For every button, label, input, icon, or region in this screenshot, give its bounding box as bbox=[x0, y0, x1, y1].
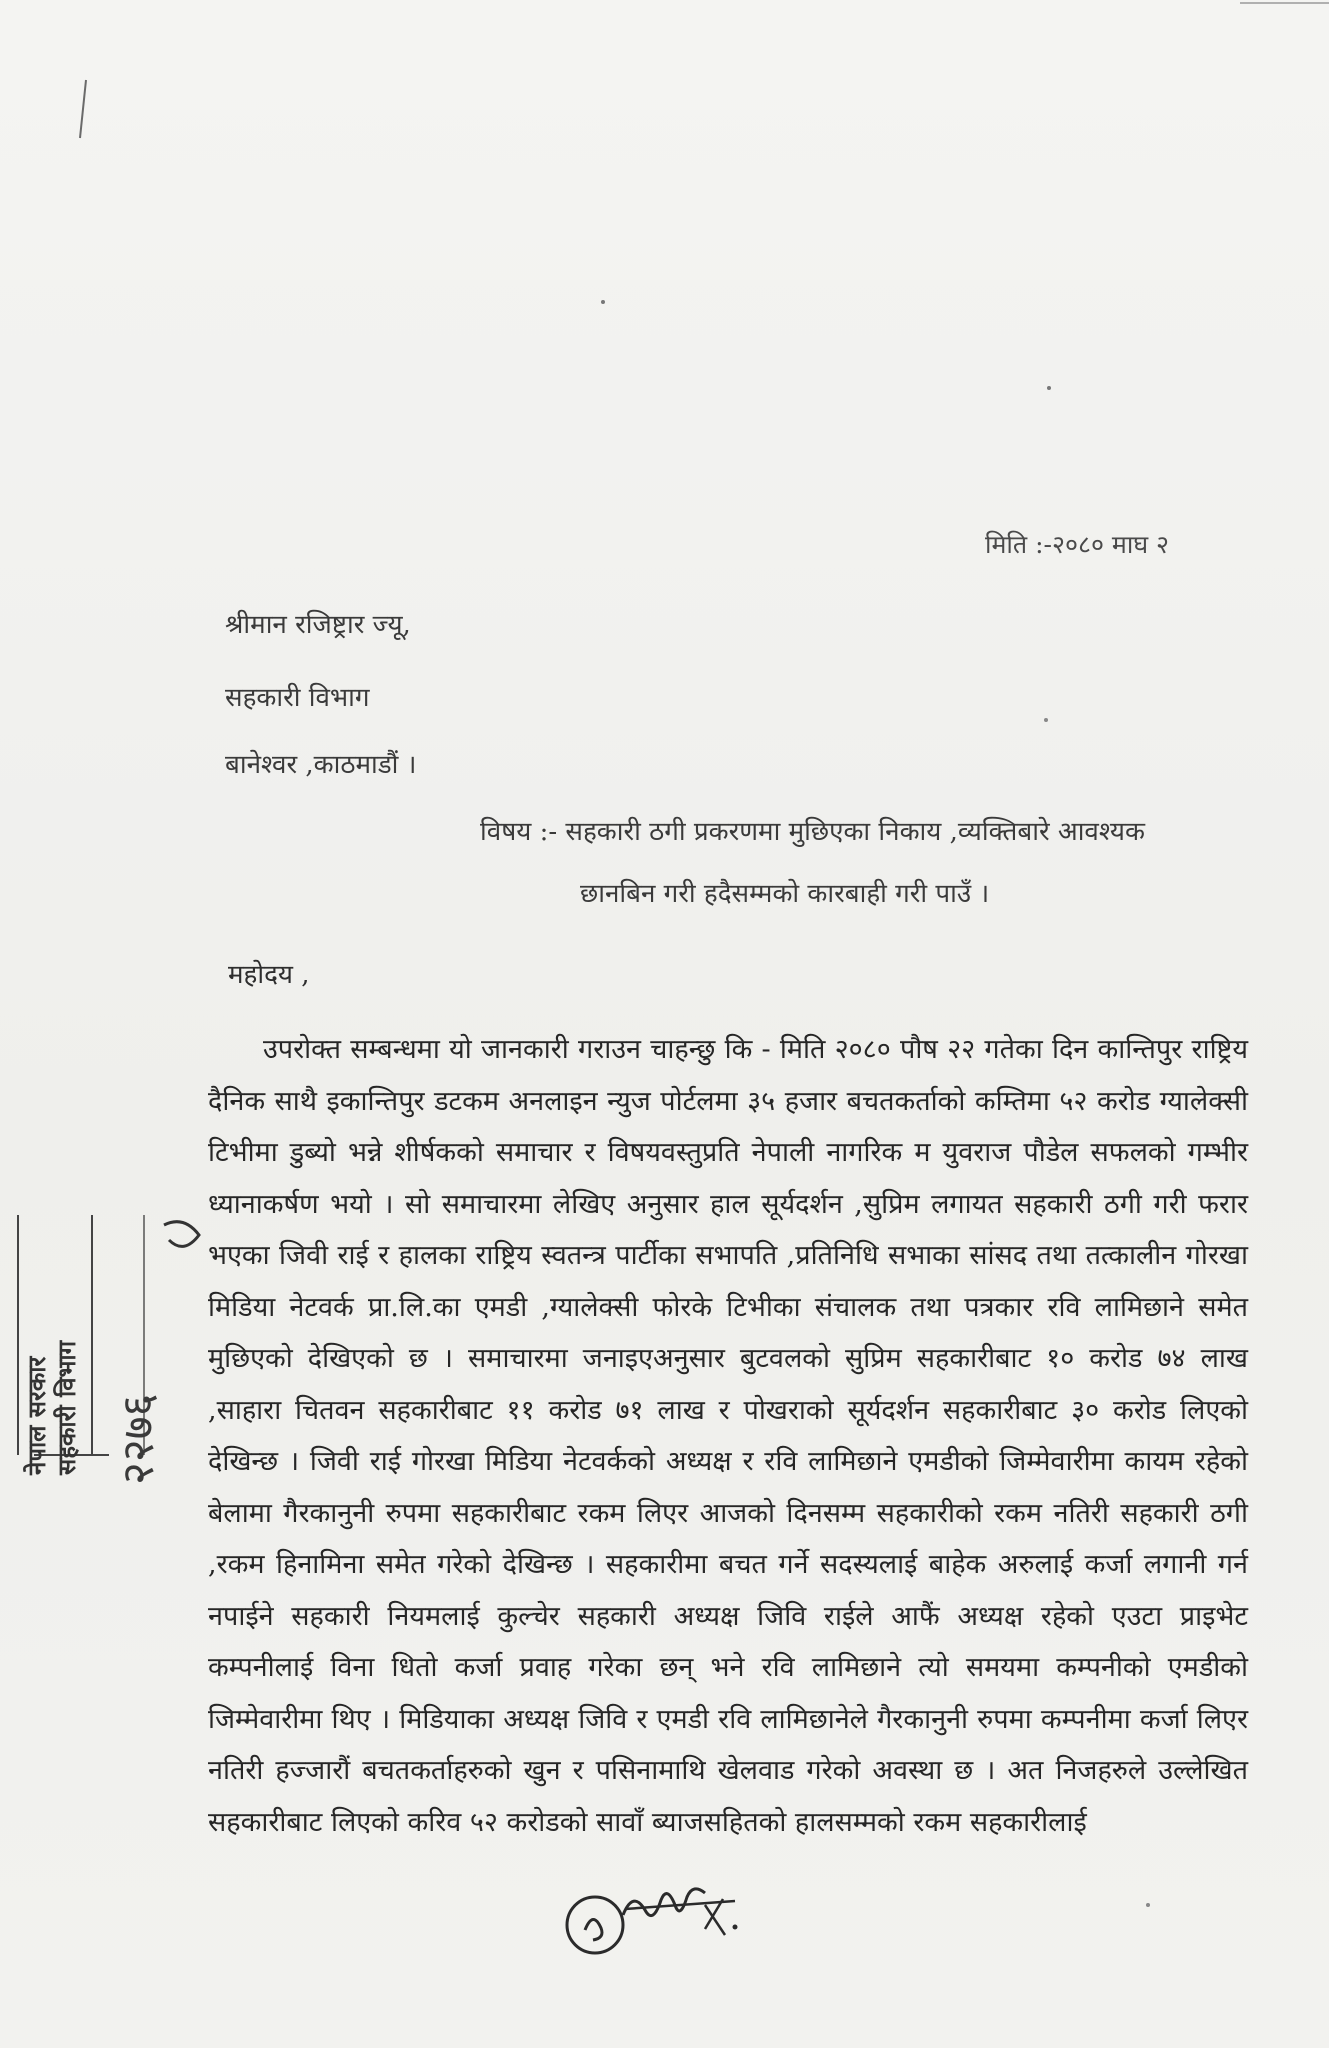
subject-line-2: छानबिन गरी हदैसम्मको कारबाही गरी पाउँ । bbox=[580, 879, 990, 909]
recipient-line-3: बानेश्वर ,काठमाडौं । bbox=[225, 750, 417, 780]
stamp-org-line-1: नेपाल सरकार bbox=[23, 1356, 51, 1475]
salutation: महोदय , bbox=[228, 960, 310, 990]
handwritten-signature bbox=[555, 1875, 755, 1970]
subject-line-1: विषय :- सहकारी ठगी प्रकरणमा मुछिएका निकाय ,व्यक्तिबारे आवश्यक bbox=[480, 817, 1145, 847]
subject-block bbox=[480, 812, 1280, 910]
letter-body: उपरोक्त सम्बन्धमा यो जानकारी गराउन चाहन्छु कि - मिति २०८० पौष २२ गतेका दिन कान्तिपुर राष्ट्रिय दैनिक साथै इकान्तिपुर डटकम अनलाइन न्युज पोर्टलमा ३५ हजार बचतकर्ताको कम्तिमा ५२ करोड ग्यालेक्सी टिभीमा डुब्यो भन्ने शीर्षकको समाचार र विषयवस्तुप्रति नेपाली नागरिक म युवराज पौडेल सफलको गम्भीर ध्यानाकर्षण भयो । सो समाचारमा लेखिए अनुसार हाल सूर्यदर्शन ,सुप्रिम लगायत सहकारी ठगी गरी फरार भएका जिवी राई र हालका राष्ट्रिय स्वतन्त्र पार्टीका सभापति ,प्रतिनिधि सभाका सांसद तथा तत्कालीन गोरखा मिडिया नेटवर्क प्रा.लि.का एमडी ,ग्यालेक्सी फोरके टिभीका संचालक तथा पत्रकार रवि लामिछाने समेत मुछिएको देखिएको छ । समाचारमा जनाइएअनुसार बुटवलको सुप्रिम सहकारीबाट १० करोड ७४ लाख ,साहारा चितवन सहकारीबाट ११ करोड ७१ लाख र पोखराको सूर्यदर्शन सहकारीबाट ३० करोड लिएको देखिन्छ । जिवी राई गोरखा मिडिया नेटवर्कको अध्यक्ष र रवि लामिछाने एमडीको जिम्मेवारीमा कायम रहेको बेलामा गैरकानुनी रुपमा सहकारीबाट रकम लिएर आजको दिनसम्म सहकारीको रकम नतिरी सहकारी ठगी ,रकम हिनामिना समेत गरेको देखिन्छ । सहकारीमा बचत गर्ने सदस्यलाई बाहेक अरुलाई कर्जा लगानी गर्न नपाईने सहकारी नियमलाई कुल्चेर सहकारी अध्यक्ष जिवि राईले आफैं अध्यक्ष रहेको एउटा प्राइभेट कम्पनीलाई विना धितो कर्जा प्रवाह गरेका छन् भने रवि लामिछाने त्यो समयमा कम्पनीको एमडीको जिम्मेवारीमा थिए । मिडियाका अध्यक्ष जिवि र एमडी रवि लामिछानेले गैरकानुनी रुपमा कम्पनीमा कर्जा लिएर नतिरी हज्जारौं बचतकर्ताहरुको खुन र पसिनामाथि खेलवाड गरेको अवस्था छ । अत निजहरुले उल्लेखित सहकारीबाट लिएको करिव ५२ करोडको सावाँ ब्याजसहितको हालसम्मको रकम सहकारीलाई bbox=[208, 1034, 1248, 1838]
letter-date: मिति :-२०८० माघ २ bbox=[985, 530, 1170, 559]
stamp-org-name bbox=[22, 1215, 82, 1475]
recipient-line-2: सहकारी विभाग bbox=[225, 683, 370, 713]
recipient-line-1: श्रीमान रजिष्ट्रार ज्यू, bbox=[225, 610, 411, 640]
stamp-registration-number: २२७६ bbox=[113, 1393, 164, 1485]
stamp-org-line-2: सहकारी विभाग bbox=[53, 1340, 81, 1475]
received-stamp bbox=[14, 1205, 204, 1505]
